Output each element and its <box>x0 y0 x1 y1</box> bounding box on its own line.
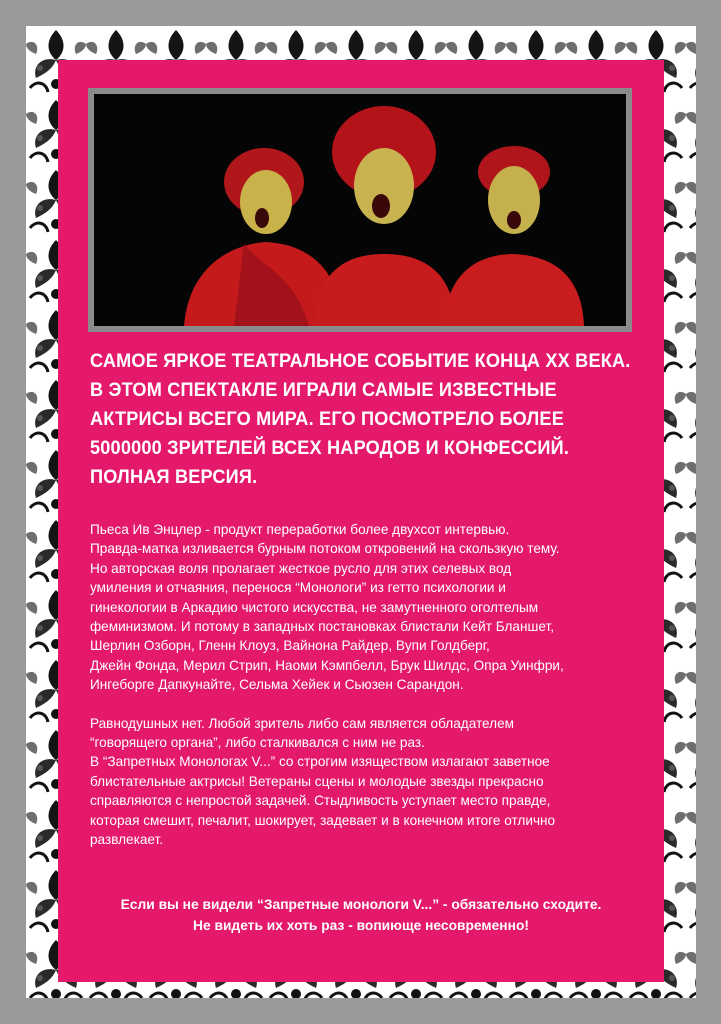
text-line: феминизмом. И потому в западных постановках блистали Кейт Бланшет, <box>90 619 554 635</box>
stage-photo <box>94 94 626 326</box>
text-line: блистательные актрисы! Ветераны сцены и молодые звезды прекрасно <box>90 773 544 789</box>
photo-frame <box>88 88 632 332</box>
description <box>90 520 650 850</box>
headline <box>90 347 631 492</box>
text-line: “говорящего органа”, либо сталкивался с ним не раз. <box>90 735 425 751</box>
text-line: гинекологии в Аркадию чистого искусства, не замутненного оголтелым <box>90 599 539 615</box>
content-panel <box>58 60 664 982</box>
headline-line: ПОЛНАЯ ВЕРСИЯ. <box>90 466 258 488</box>
headline-line: В ЭТОМ СПЕКТАКЛЕ ИГРАЛИ САМЫЕ ИЗВЕСТНЫЕ <box>90 379 557 401</box>
closing-call-to-action <box>58 894 664 936</box>
text-line: Джейн Фонда, Мерил Стрип, Наоми Кэмпбелл, Брук Шилдс, Опра Уинфри, <box>90 657 564 673</box>
three-actresses-image <box>94 94 626 326</box>
closing-line: Не видеть их хоть раз - вопиюще несовременно! <box>193 918 529 933</box>
paragraph-1 <box>90 520 650 695</box>
text-line: Пьеса Ив Энцлер - продукт переработки более двухсот интервью. <box>90 522 510 537</box>
text-line: Ингеборге Дапкунайте, Сельма Хейек и Сьюзен Сарандон. <box>90 677 464 693</box>
text-line: В “Запретных Монологах V...” со строгим изяществом излагают заветное <box>90 754 550 770</box>
text-line: Равнодушных нет. Любой зритель либо сам является обладателем <box>90 715 514 731</box>
text-line: справляются с непростой задачей. Стыдливость уступает место правде, <box>90 793 551 809</box>
text-line: умиления и отчаяния, перенося “Монологи” из гетто психологии и <box>90 580 506 596</box>
text-line: Шерлин Озборн, Гленн Клоуз, Вайнона Райдер, Вупи Голдберг, <box>90 638 490 654</box>
paragraph-2 <box>90 714 650 850</box>
text-line: Но авторская воля пролагает жесткое русло для этих селевых вод <box>90 560 512 576</box>
text-line: развлекает. <box>90 832 164 848</box>
headline-line: 5000000 ЗРИТЕЛЕЙ ВСЕХ НАРОДОВ И КОНФЕССИЙ. <box>90 437 570 459</box>
headline-line: САМОЕ ЯРКОЕ ТЕАТРАЛЬНОЕ СОБЫТИЕ КОНЦА XX ВЕКА. <box>90 350 631 372</box>
headline-line: АКТРИСЫ ВСЕГО МИРА. ЕГО ПОСМОТРЕЛО БОЛЕЕ <box>90 408 564 430</box>
closing-line: Если вы не видели “Запретные монологи V...” - обязательно сходите. <box>120 897 602 912</box>
text-line: Правда-матка изливается бурным потоком откровений на скользкую тему. <box>90 541 560 557</box>
text-line: которая смешит, печалит, шокирует, задевает и в конечном итоге отлично <box>90 812 556 828</box>
